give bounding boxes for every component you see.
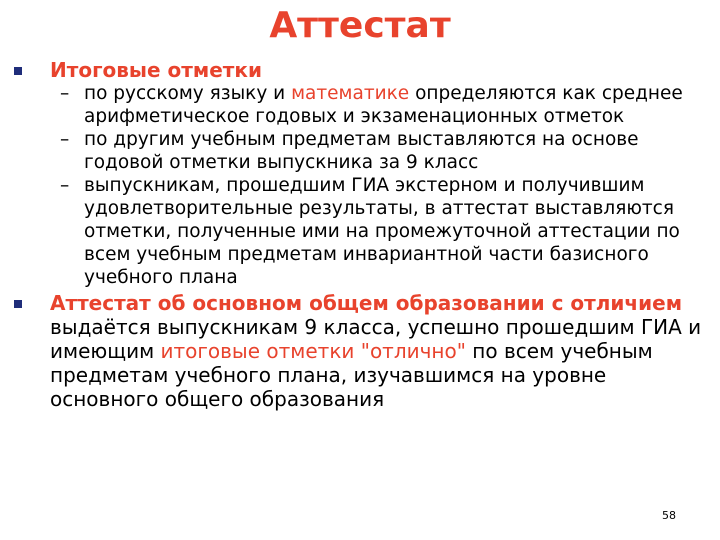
bullet-certificate-honors	[14, 291, 704, 411]
slide-title: Аттестат	[269, 5, 451, 46]
bullet-text: по всем учебным предметам учебного плана, изучавшимся на уровне основного общего образования	[50, 339, 653, 411]
list-item	[50, 128, 698, 174]
bullet-final-grades	[14, 58, 704, 289]
dash-marker: –	[60, 83, 70, 104]
square-bullet-icon	[14, 300, 22, 308]
sub-list	[50, 82, 704, 289]
item-text: по русскому языку и	[84, 83, 292, 104]
list-item	[50, 82, 698, 128]
slide-content	[14, 58, 704, 411]
item-accent-text: математике	[291, 83, 410, 104]
list-item	[50, 174, 698, 289]
dash-marker: –	[60, 175, 70, 196]
bullet-heading: Аттестат об основном общем образовании с отличием	[50, 291, 683, 315]
bullet-text: выдаётся выпускникам 9 класса, успешно прошедшим ГИА и имеющим	[50, 315, 702, 363]
bullet-heading: Итоговые отметки	[50, 58, 262, 82]
item-text: определяются как среднее арифметическое годовых и экзаменационных отметок	[84, 83, 683, 127]
dash-marker: –	[60, 129, 70, 150]
item-text: по другим учебным предметам выставляются на основе годовой отметки выпускника за 9 класс	[84, 129, 639, 173]
square-bullet-icon	[14, 67, 22, 75]
page-number: 58	[662, 509, 676, 522]
bullet-accent-text: итоговые отметки "отлично"	[160, 339, 466, 363]
item-text: выпускникам, прошедшим ГИА экстерном и получившим удовлетворительные результаты, в аттестат выставляются отметки, полученные ими на промежуточной аттестации по всем учебным предметам инвариантной части базисного учебного плана	[84, 175, 680, 288]
